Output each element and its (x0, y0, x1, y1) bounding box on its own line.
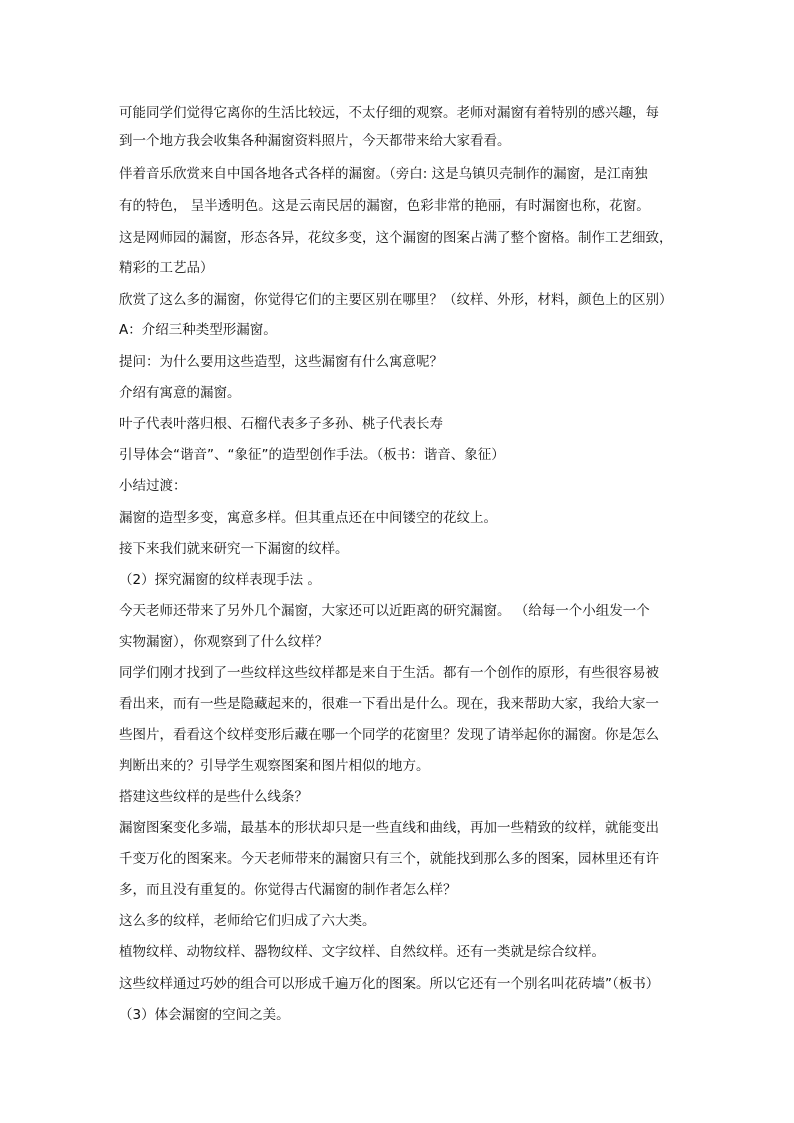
text-line: 欣赏了这么多的漏窗，你觉得它们的主要区别在哪里？（纹样、外形，材料，颜色上的区别） (119, 292, 673, 308)
text-line: 搭建这些纹样的是些什么线条？ (119, 789, 308, 805)
text-line: 实物漏窗），你观察到了什么纹样？ (119, 634, 329, 650)
text-line: 提问：为什么要用这些造型，这些漏窗有什么寓意呢？ (119, 354, 443, 370)
text-line: 漏窗图案变化多端，最基本的形状却只是一些直线和曲线，再加一些精致的纹样，就能变出 (119, 820, 659, 836)
text-line: 有的特色， 呈半透明色。这是云南民居的漏窗，色彩非常的艳丽，有时漏窗也称，花窗。 (119, 198, 650, 214)
text-line: 漏窗的造型多变，寓意多样。但其重点还在中间镂空的花纹上。 (119, 510, 497, 526)
text-line: 这是网师园的漏窗，形态各异，花纹多变，这个漏窗的图案占满了整个窗格。制作工艺细致， (119, 230, 673, 246)
text-line: 到一个地方我会收集各种漏窗资料照片，今天都带来给大家看看。 (119, 133, 511, 149)
text-line: （3）体会漏窗的空间之美。 (119, 1007, 290, 1023)
text-line: 些图片，看看这个纹样变形后藏在哪一个同学的花窗里？发现了请举起你的漏窗。你是怎么 (119, 727, 659, 743)
text-line: 判断出来的？引导学生观察图案和图片相似的地方。 (119, 758, 430, 774)
text-line: 千变万化的图案来。今天老师带来的漏窗只有三个，就能找到那么多的图案，园林里还有许 (119, 851, 659, 867)
text-line: （2）探究漏窗的纹样表现手法 。 (119, 572, 321, 588)
text-line: 看出来，而有一些是隐藏起来的，很难一下看出是什么。现在，我来帮助大家，我给大家一 (119, 696, 659, 712)
text-line: 可能同学们觉得它离你的生活比较远，不太仔细的观察。老师对漏窗有着特别的感兴趣，每 (119, 105, 659, 121)
text-line: 同学们刚才找到了一些纹样这些纹样都是来自于生活。都有一个创作的原形，有些很容易被 (119, 665, 659, 681)
text-line: 伴着音乐欣赏来自中国各地各式各样的漏窗。（旁白: 这是乌镇贝壳制作的漏窗，是江南独 (119, 166, 648, 182)
text-line: 精彩的工艺品） (119, 260, 214, 276)
text-line: 今天老师还带来了另外几个漏窗，大家还可以近距离的研究漏窗。 （给每一个小组发一个 (119, 603, 650, 619)
text-line: A：介绍三种类型形漏窗。 (119, 322, 277, 338)
text-line: 植物纹样、动物纹样、器物纹样、文字纹样、自然纹样。还有一类就是综合纹样。 (119, 944, 605, 960)
text-line: 这么多的纹样，老师给它们归成了六大类。 (119, 913, 376, 929)
text-line: 多，而且没有重复的。你觉得古代漏窗的制作者怎么样？ (119, 882, 457, 898)
text-line: 接下来我们就来研究一下漏窗的纹样。 (119, 541, 349, 557)
text-line: 介绍有寓意的漏窗。 (119, 385, 241, 401)
text-line: 叶子代表叶落归根、石榴代表多子多孙、桃子代表长寿 (119, 416, 443, 432)
text-line: 这些纹样通过巧妙的组合可以形成千遍万化的图案。所以它还有一个别名叫花砖墙”（板书） (119, 976, 660, 992)
text-line: 小结过渡： (119, 478, 187, 494)
text-line: 引导体会“谐音”、“象征”的造型创作手法。（板书：谐音、象征） (119, 447, 505, 463)
